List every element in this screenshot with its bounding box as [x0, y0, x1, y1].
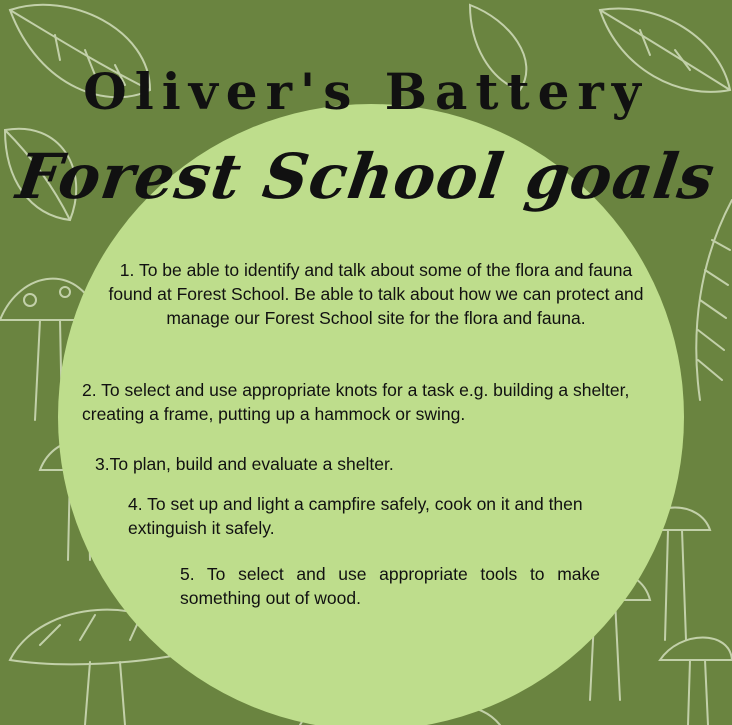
mushroom-icon: [660, 638, 732, 725]
goal-5: 5. To select and use appropriate tools to make something out of wood.: [180, 564, 600, 608]
goal-1: 1. To be able to identify and talk about some of the flora and fauna found at Forest School. Be able to talk about how we can protect and manage our Forest School site for the flora and fauna.: [108, 260, 644, 328]
poster-title: Oliver's Battery: [83, 62, 649, 121]
goal-2: 2. To select and use appropriate knots for a task e.g. building a shelter, creating a frame, putting up a hammock or swing.: [82, 380, 630, 424]
fern-icon: [696, 200, 732, 400]
goal-3: 3.To plan, build and evaluate a shelter.: [95, 454, 394, 474]
goal-4: 4. To set up and light a campfire safely, cook on it and then extinguish it safely.: [128, 494, 583, 538]
poster-subtitle: Forest School goals: [12, 140, 720, 213]
